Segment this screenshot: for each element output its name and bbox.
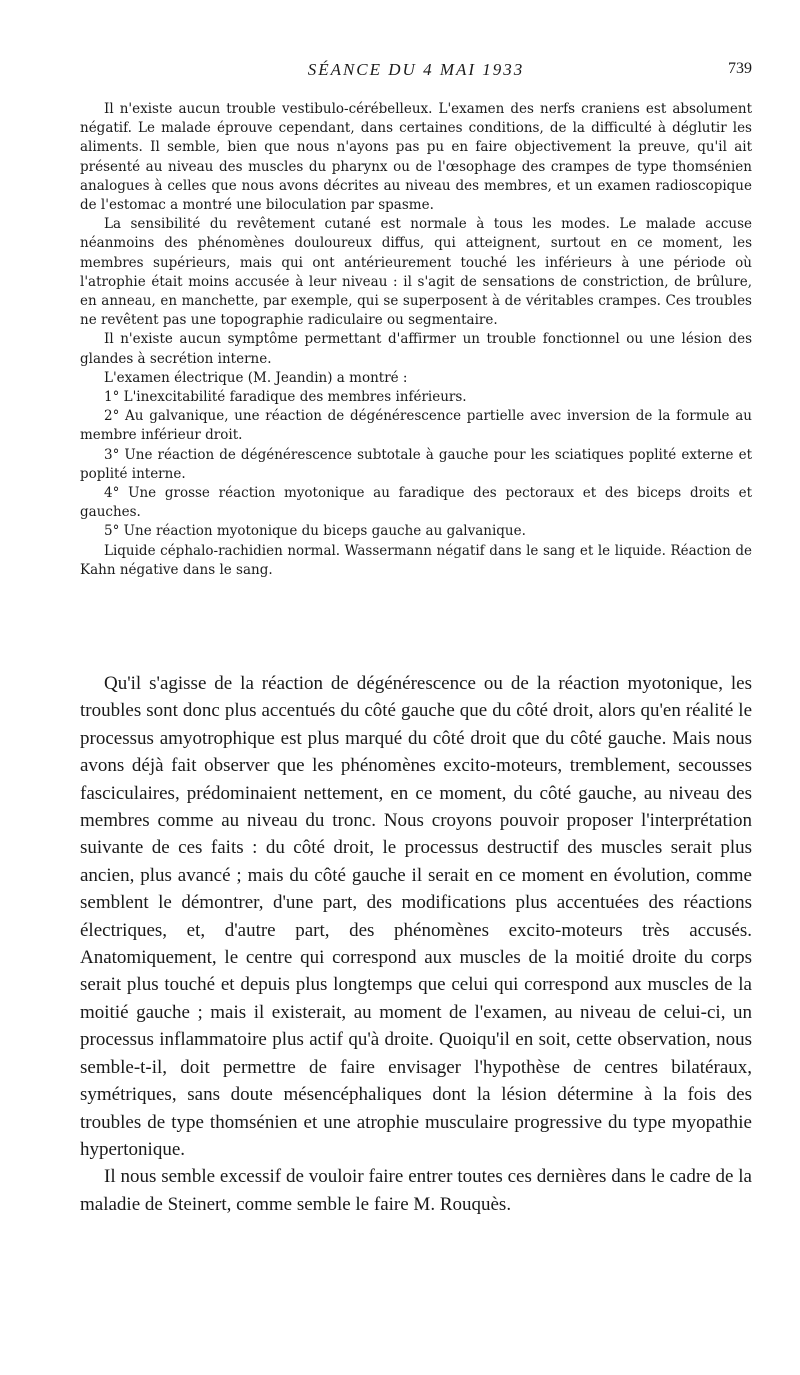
paragraph: Il n'existe aucun trouble vestibulo-cérébelleux. L'examen des nerfs craniens est absolument négatif. Le malade éprouve cependant, dans certaines conditions, de la difficulté à déglutir les aliments. Il semble, bien que nous n'ayons pas pu en faire objectivement la preuve, qu'il ait présenté au niveau des muscles du pharynx ou de l'œsophage des crampes de type thomsénien analogues à celles que nous avons décrites au niveau des membres, et un examen radioscopique de l'estomac a montré une biloculation par spasme. bbox=[80, 101, 752, 214]
paragraph: Qu'il s'agisse de la réaction de dégénérescence ou de la réaction myotonique, les troubles sont donc plus accentués du côté gauche que du côté droit, alors qu'en réalité le processus amyotrophique est plus marqué du côté droit que du côté gauche. Mais nous avons déjà fait observer que les phénomènes excito-moteurs, tremblement, secousses fasciculaires, prédominaient nettement, en ce moment, du côté gauche, au niveau des membres comme au niveau du tronc. Nous croyons pouvoir proposer l'interprétation suivante de ces faits : du côté droit, le processus destructif des muscles serait plus ancien, plus avancé ; mais du côté gauche il serait en ce moment en évolution, comme semblent le démontrer, d'une part, des modifications plus accentuées des réactions électriques, et, d'autre part, des phénomènes excito-moteurs très accusés. Anatomiquement, le centre qui correspond aux muscles de la moitié droite du corps serait plus touché et depuis plus longtemps que celui qui correspond aux muscles de la moitié gauche ; mais il existerait, au moment de l'examen, au niveau de celui-ci, un processus inflammatoire plus actif qu'à droite. Quoiqu'il en soit, cette observation, nous semble-t-il, doit permettre de faire envisager l'hypothèse de centres bilatéraux, symétriques, sans doute mésencéphaliques dont la lésion détermine à la fois des troubles de type thomsénien et une atrophie musculaire progressive du type myopathie hypertonique. bbox=[80, 673, 752, 1160]
paragraph: Il n'existe aucun symptôme permettant d'affirmer un trouble fonctionnel ou une lésion des glandes à secrétion interne. bbox=[80, 331, 752, 367]
list-item: 4° Une grosse réaction myotonique au faradique des pectoraux et des biceps droits et gauches. bbox=[80, 485, 752, 521]
discussion-section bbox=[80, 670, 752, 1218]
paragraph: Liquide céphalo-rachidien normal. Wassermann négatif dans le sang et le liquide. Réaction de Kahn négative dans le sang. bbox=[80, 542, 752, 578]
case-report-section bbox=[80, 100, 752, 580]
running-title: SÉANCE DU 4 MAI 1933 bbox=[307, 60, 525, 79]
list-item: 1° L'inexcitabilité faradique des membres inférieurs. bbox=[104, 389, 467, 406]
paragraph: Il nous semble excessif de vouloir faire entrer toutes ces dernières dans le cadre de la maladie de Steinert, comme semble le faire M. Rouquès. bbox=[80, 1166, 752, 1215]
page-number: 739 bbox=[728, 60, 752, 77]
list-item: 3° Une réaction de dégénérescence subtotale à gauche pour les sciatiques poplité externe et poplité interne. bbox=[80, 446, 752, 482]
list-item: 2° Au galvanique, une réaction de dégénérescence partielle avec inversion de la formule au membre inférieur droit. bbox=[80, 408, 752, 444]
list-item: 5° Une réaction myotonique du biceps gauche au galvanique. bbox=[104, 523, 526, 540]
page-header bbox=[80, 60, 752, 86]
paragraph: L'examen électrique (M. Jeandin) a montré : bbox=[104, 369, 408, 386]
paragraph: La sensibilité du revêtement cutané est normale à tous les modes. Le malade accuse néanmoins des phénomènes douloureux diffus, qui atteignent, surtout en ce moment, les membres supérieurs, mais qui ont antérieurement touché les inférieurs à une période où l'atrophie était moins accusée à leur niveau : il s'agit de sensations de constriction, de brûlure, en anneau, en manchette, par exemple, qui se superposent à de véritables crampes. Ces troubles ne revêtent pas une topographie radiculaire ou segmentaire. bbox=[80, 216, 752, 329]
